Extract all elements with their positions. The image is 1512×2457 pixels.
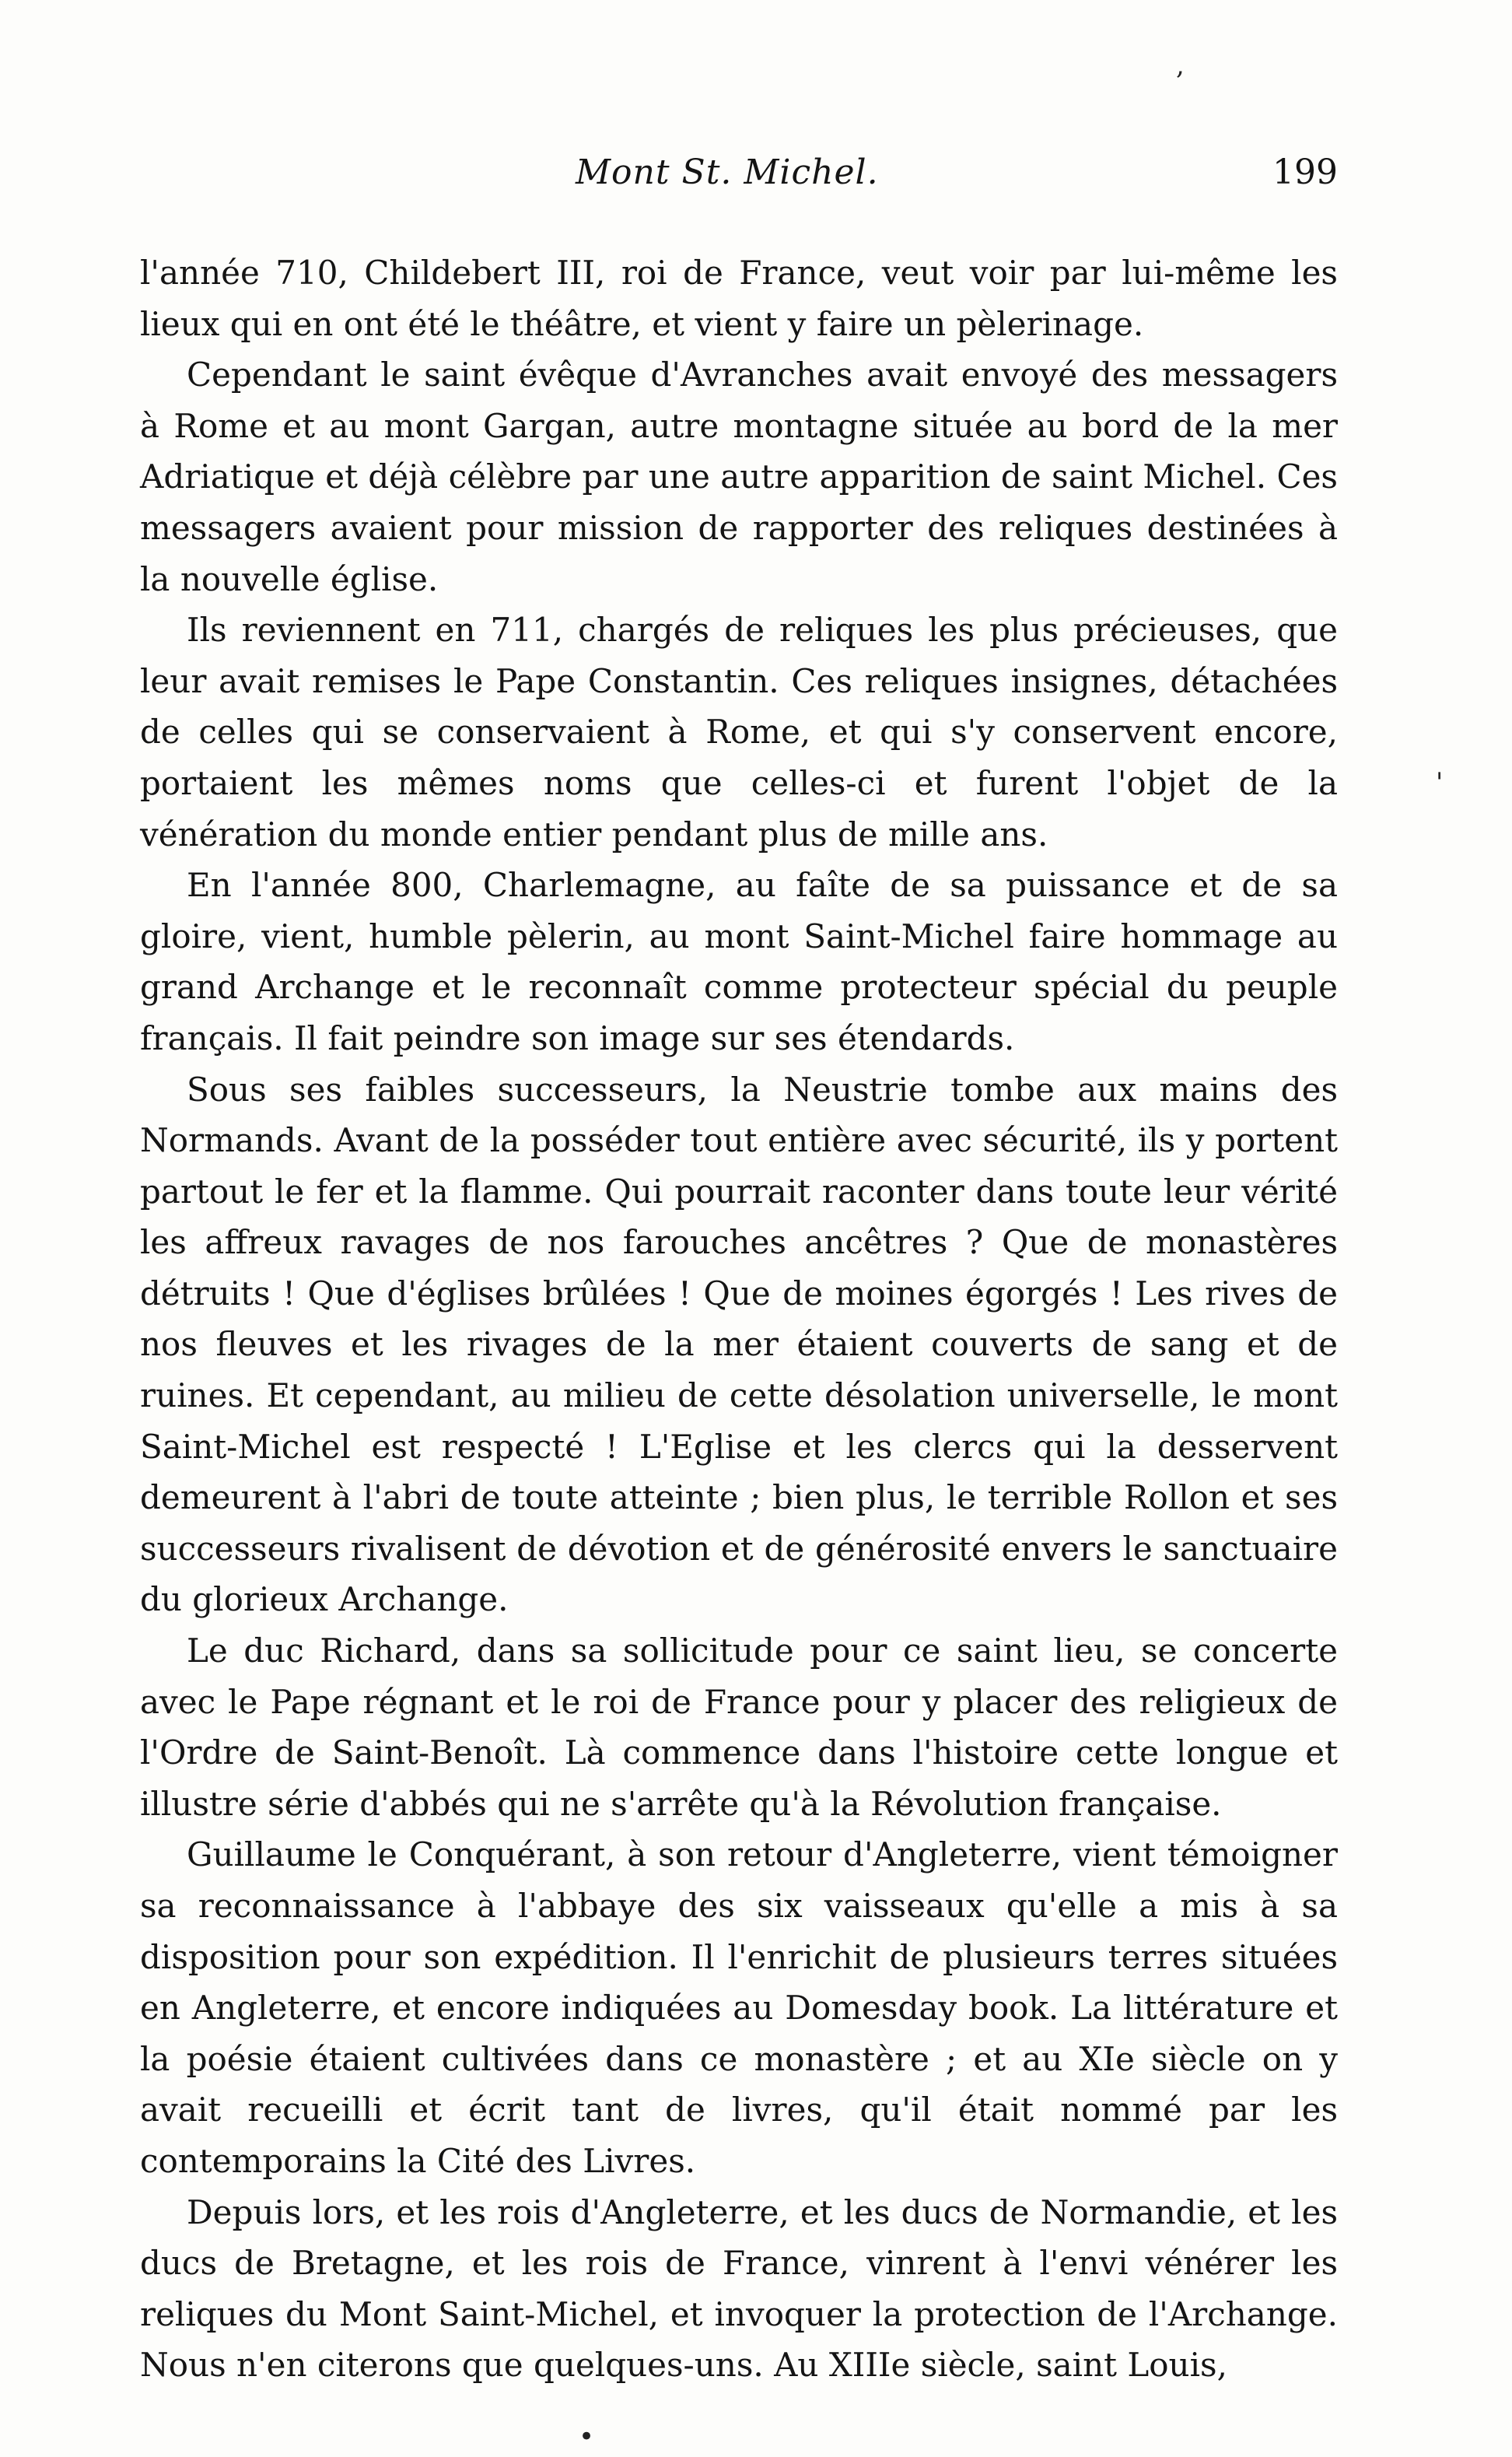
paragraph: Cependant le saint évêque d'Avranches avait envoyé des messagers à Rome et au mont Gargan, autre montagne située au bord de la mer Adriatique et déjà célèbre par une autre apparition de saint Michel. Ces messagers avaient pour mission de rapporter des reliques destinées à la nouvelle église. (140, 356, 1338, 598)
paragraph: En l'année 800, Charlemagne, au faîte de sa puissance et de sa gloire, vient, humble pèlerin, au mont Saint-Michel faire hommage au grand Archange et le reconnaît comme protecteur spécial du peuple français. Il fait peindre son image sur ses étendards. (140, 866, 1338, 1057)
paragraph: Sous ses faibles successeurs, la Neustrie tombe aux mains des Normands. Avant de la posséder tout entière avec sécurité, ils y portent partout le fer et la flamme. Qui pourrait raconter dans toute leur vérité les affreux ravages de nos farouches ancêtres ? Que de monastères détruits ! Que d'églises brûlées ! Que de moines égorgés ! Les rives de nos fleuves et les rivages de la mer étaient couverts de sang et de ruines. Et cependant, au milieu de cette désolation universelle, le mont Saint-Michel est respecté ! L'Eglise et les clercs qui la desservent demeurent à l'abri de toute atteinte ; bien plus, le terrible Rollon et ses successeurs rivalisent de dévotion et de générosité envers le sanctuaire du glorieux Archange. (140, 1070, 1338, 1619)
stray-mark: , (1176, 50, 1185, 81)
running-title: Mont St. Michel. (576, 152, 879, 192)
body-text (140, 247, 1338, 2391)
page-number: 199 (1272, 152, 1338, 192)
stray-mark: • (579, 2421, 595, 2452)
paragraph: Depuis lors, et les rois d'Angleterre, et les ducs de Normandie, et les ducs de Bretagne, et les rois de France, vinrent à l'envi vénérer les reliques du Mont Saint-Michel, et invoquer la protection de l'Archange. Nous n'en citerons que quelques-uns. Au XIIIe siècle, saint Louis, (140, 2192, 1338, 2385)
paragraph: l'année 710, Childebert III, roi de France, veut voir par lui-même les lieux qui en ont été le théâtre, et vient y faire un pèlerinage. (140, 254, 1338, 343)
paragraph: Ils reviennent en 711, chargés de reliques les plus précieuses, que leur avait remises le Pape Constantin. Ces reliques insignes, détachées de celles qui se conservaient à Rome, et qui s'y conservent encore, portaient les mêmes noms que celles-ci et furent l'objet de la vénération du monde entier pendant plus de mille ans. (140, 611, 1338, 853)
stray-mark: ' (1436, 767, 1444, 798)
paragraph: Guillaume le Conquérant, à son retour d'Angleterre, vient témoigner sa reconnaissance à l'abbaye des six vaisseaux qu'elle a mis à sa disposition pour son expédition. Il l'enrichit de plusieurs terres situées en Angleterre, et encore indiquées au Domesday book. La littérature et la poésie étaient cultivées dans ce monastère ; et au XIe siècle on y avait recueilli et écrit tant de livres, qu'il était nommé par les contemporains la Cité des Livres. (140, 1835, 1338, 2180)
paragraph: Le duc Richard, dans sa sollicitude pour ce saint lieu, se concerte avec le Pape régnant et le roi de France pour y placer des religieux de l'Ordre de Saint-Benoît. Là commence dans l'histoire cette longue et illustre série d'abbés qui ne s'arrête qu'à la Révolution française. (140, 1632, 1338, 1823)
page-header (140, 152, 1338, 207)
